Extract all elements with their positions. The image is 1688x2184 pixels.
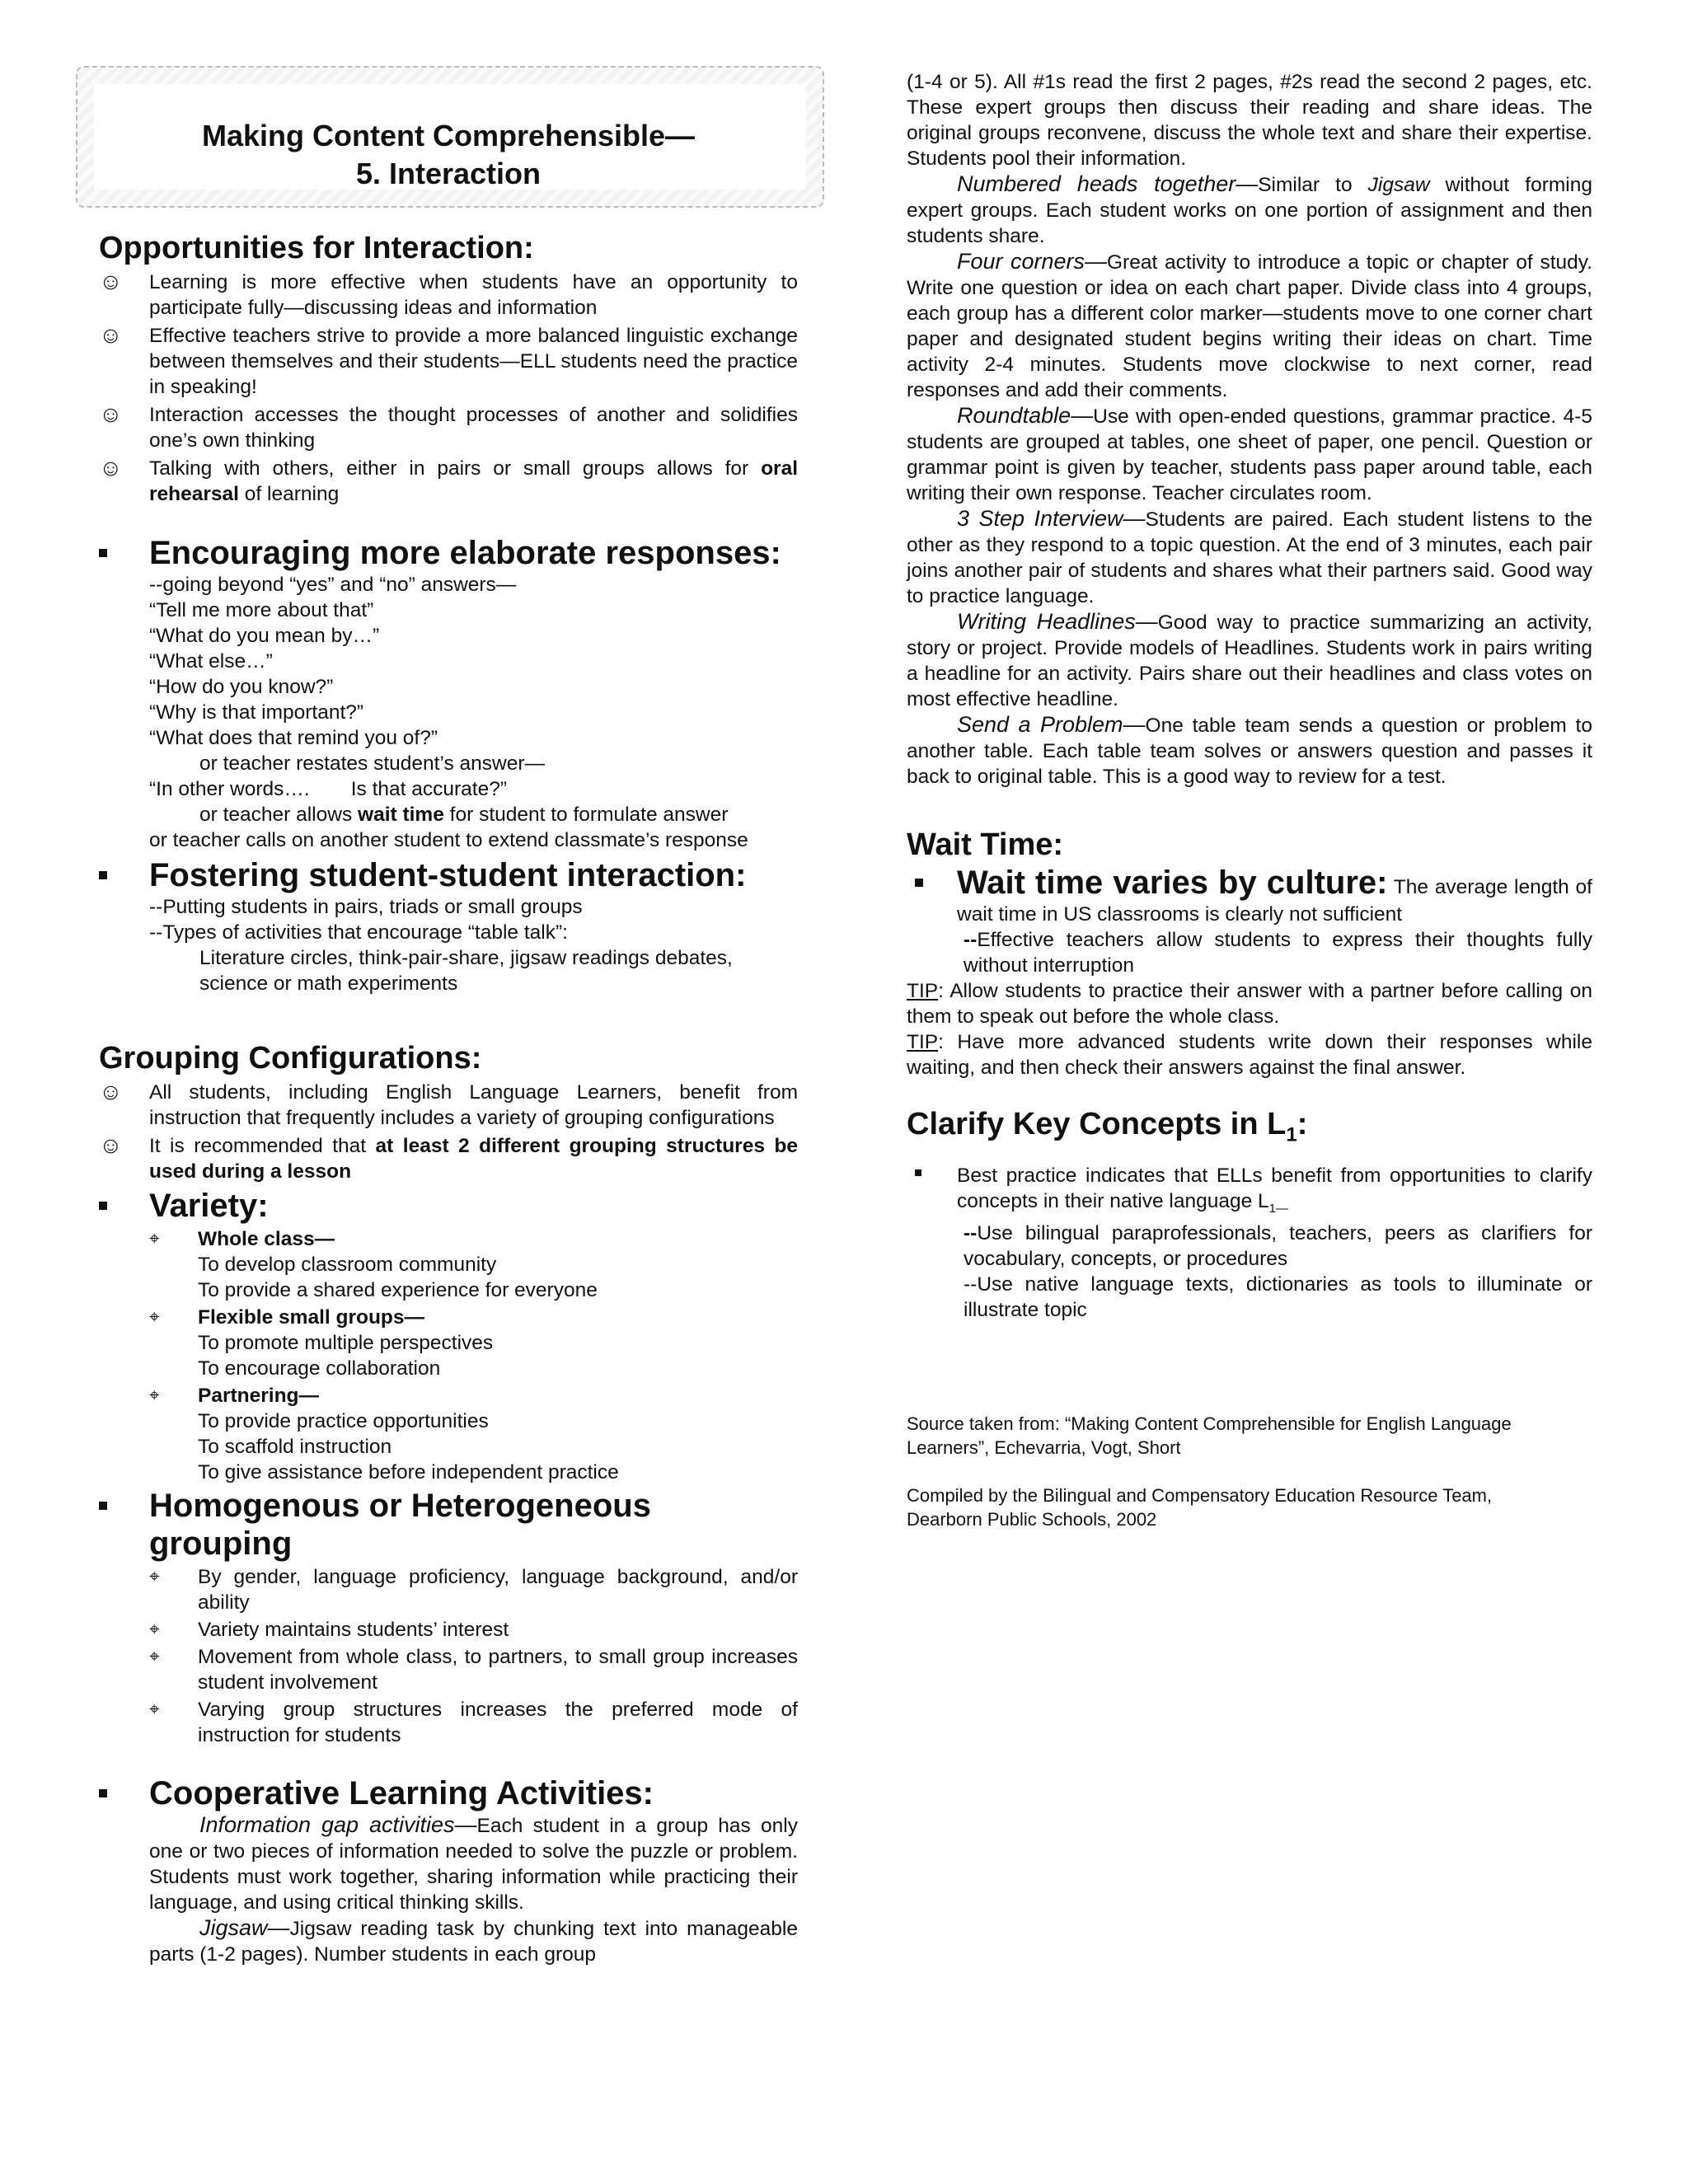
opportunity-item-3	[99, 402, 798, 453]
source-citation: Source taken from: “Making Content Comprehensible for English Language Learners”, Echevarria, Vogt, Short	[907, 1413, 1512, 1459]
square-bullet-icon	[99, 1789, 107, 1797]
variety-heading-text: Variety:	[149, 1188, 269, 1224]
opportunity-item-2	[99, 323, 798, 400]
smiley-face-icon: ☺	[99, 322, 123, 348]
clarify-text: Use bilingual paraprofessionals, teachers, peers as clarifiers for vocabulary, concepts, or procedures	[964, 1222, 1592, 1271]
smiley-face-icon: ☺	[99, 455, 123, 480]
tip-1	[907, 978, 1592, 1029]
grid-cross-icon: ⌖	[149, 1385, 160, 1405]
opportunity-item-4	[99, 456, 798, 507]
clarify-heading-text: Clarify Key Concepts in L	[907, 1107, 1287, 1141]
variety-line: To scaffold instruction	[198, 1436, 392, 1458]
square-bullet-icon	[99, 1202, 107, 1210]
fostering-line: Literature circles, think-pair-share, jigsaw readings debates, science or math experiments	[199, 947, 733, 995]
variety-line: To give assistance before independent practice	[198, 1461, 619, 1483]
smiley-face-icon: ☺	[99, 1132, 123, 1158]
elaborate-in-other-words	[149, 776, 798, 802]
square-bullet-icon	[99, 871, 107, 879]
fostering-line: --Types of activities that encourage “table talk”:	[149, 921, 568, 944]
grouping-item-1	[99, 1080, 798, 1131]
homogenous-text: Varying group structures increases the preferred mode of instruction for students	[198, 1699, 798, 1746]
dash-bold: --	[964, 929, 978, 951]
activity-jigsaw	[99, 1915, 798, 1967]
activity-text: Use with open-ended questions, grammar practice. 4-5 students are grouped at tables, one sheet of paper, one pencil. Question or grammar point is given by teacher, students pass paper around table, each writing their own response. Teacher circulates room.	[907, 405, 1592, 504]
homogenous-text: Movement from whole class, to partners, to small group increases student involvement	[198, 1646, 798, 1694]
activity-text: Similar to	[1258, 174, 1368, 196]
clarify-line-3: --Use native language texts, dictionaries as tools to illuminate or illustrate topic	[964, 1273, 1592, 1322]
variety-group-whole-class	[99, 1226, 798, 1303]
wait-time-bullet-text	[957, 864, 1592, 927]
grid-cross-icon: ⌖	[149, 1228, 160, 1249]
tip-label: TIP	[907, 980, 939, 1002]
elaborate-list	[99, 572, 798, 853]
variety-line: To develop classroom community	[198, 1254, 497, 1276]
elaborate-line: “Why is that important?”	[149, 701, 364, 724]
elaborate-wait-time	[149, 802, 798, 827]
clarify-heading-colon: :	[1296, 1107, 1308, 1141]
wait-time-bullet	[907, 864, 1592, 978]
homogenous-item	[99, 1564, 798, 1615]
opportunity-text: Effective teachers strive to provide a more balanced linguistic exchange between themselves and their students—ELL students need the practice in speaking!	[149, 325, 798, 398]
homogenous-item	[99, 1617, 798, 1643]
activity-text: Great activity to introduce a topic or chapter of study. Write one question or idea on each chart paper. Divide class into 4 groups, each group has a different color marker—students move to one corner chart paper and designated student begins writing their ideas on chart. Time activity 2-4 minutes. Students move clockwise to next corner, read responses and add their comments.	[907, 251, 1592, 401]
elaborate-line: “What else…”	[149, 650, 273, 673]
activity-name: Roundtable—	[957, 403, 1094, 428]
variety-group-partnering	[99, 1383, 798, 1485]
fostering-list	[99, 894, 798, 996]
variety-group-label: Partnering—	[198, 1385, 320, 1407]
elaborate-line: “What do you mean by…”	[149, 625, 380, 647]
elaborate-restates: or teacher restates student’s answer—	[199, 752, 545, 775]
allows-pre: or teacher allows	[199, 804, 359, 826]
activity-numbered-heads	[907, 171, 1592, 249]
is-accurate-text: Is that accurate?”	[350, 778, 508, 800]
square-bullet-icon	[915, 879, 923, 887]
variety-line: To promote multiple perspectives	[198, 1332, 494, 1354]
activity-text: without forming expert groups. Each student works on one portion of assignment and then students share.	[907, 174, 1592, 247]
activity-text: Each student in a group has only one or two pieces of information needed to solve the puzzle or problem. Students must work together, sharing information while practicing their language, and using critical thinking skills.	[149, 1815, 798, 1914]
variety-heading	[99, 1187, 798, 1225]
dash-bold: --	[964, 1222, 978, 1245]
homogenous-list	[99, 1564, 798, 1748]
homogenous-heading-line-1: Homogenous or Heterogeneous	[149, 1488, 651, 1524]
smiley-face-icon: ☺	[99, 401, 123, 427]
tip-2	[907, 1029, 1592, 1080]
variety-list	[99, 1226, 798, 1485]
variety-group-small-groups	[99, 1305, 798, 1381]
wait-time-text: The average length of wait time in US classrooms is clearly not sufficient	[957, 876, 1592, 926]
tip-text: : Have more advanced students write down their responses while waiting, and then check their answers against the final answer.	[907, 1031, 1592, 1079]
wait-time-bold: Wait time varies by culture:	[957, 865, 1388, 901]
square-bullet-icon	[99, 1502, 107, 1510]
homogenous-heading	[99, 1487, 798, 1563]
activity-text: Jigsaw reading task by chunking text into manageable parts (1-2 pages). Number students in each group	[149, 1918, 798, 1966]
tip-label: TIP	[907, 1031, 939, 1053]
elaborate-calls: or teacher calls on another student to extend classmate’s response	[149, 829, 748, 851]
activity-3-step-interview	[907, 506, 1592, 609]
grouping-text: All students, including English Language Learners, benefit from instruction that frequently includes a variety of grouping configurations	[149, 1081, 798, 1129]
activity-text: Good way to practice summarizing an activity, story or project. Provide models of Headlines. Students work in pairs writing a headline for an activity. Pairs share out their headlines and class votes on most effective headline.	[907, 612, 1592, 710]
opportunity-text: Talking with others, either in pairs or small groups allows for	[149, 457, 762, 480]
homogenous-item	[99, 1697, 798, 1748]
right-column	[907, 69, 1592, 1531]
grid-cross-icon: ⌖	[149, 1646, 160, 1666]
page-title	[99, 117, 798, 193]
cooperative-heading-text: Cooperative Learning Activities:	[149, 1775, 654, 1811]
tip-text: : Allow students to practice their answer with a partner before calling on them to speak out before the whole class.	[907, 980, 1592, 1028]
elaborate-line: “How do you know?”	[149, 676, 334, 698]
elaborate-line: “What does that remind you of?”	[149, 727, 438, 749]
opportunity-text: Learning is more effective when students have an opportunity to participate fully—discussing ideas and information	[149, 271, 798, 319]
oral-rehearsal-bold: oral rehearsal	[149, 457, 798, 505]
grouping-heading: Grouping Configurations:	[99, 1041, 482, 1076]
elaborate-heading	[99, 534, 798, 572]
homogenous-text: By gender, language proficiency, language background, and/or ability	[198, 1566, 798, 1614]
effective-text: Effective teachers allow students to express their thoughts fully without interruption	[964, 929, 1592, 977]
elaborate-line: “Tell me more about that”	[149, 599, 374, 621]
homogenous-heading-line-2: grouping	[149, 1526, 293, 1562]
fostering-heading-text: Fostering student-student interaction:	[149, 857, 747, 893]
compiled-by: Compiled by the Bilingual and Compensatory Education Resource Team, Dearborn Public Schools, 2002	[907, 1485, 1493, 1530]
variety-line: To provide a shared experience for everyone	[198, 1279, 598, 1301]
variety-line: To encourage collaboration	[198, 1357, 441, 1380]
fostering-line: --Putting students in pairs, triads or small groups	[149, 896, 583, 918]
clarify-sub: 1—	[1268, 1201, 1288, 1216]
activity-text: One table team sends a question or problem to another table. Each table team solves or answers question and passes it back to original table. This is a good way to review for a test.	[907, 715, 1592, 788]
activity-writing-headlines	[907, 609, 1592, 712]
variety-group-label: Flexible small groups—	[198, 1306, 425, 1329]
activity-name: Jigsaw—	[199, 1915, 290, 1940]
activity-name: Four corners—	[957, 249, 1107, 274]
smiley-face-icon: ☺	[99, 269, 123, 294]
smiley-face-icon: ☺	[99, 1079, 123, 1104]
activity-name: Writing Headlines—	[957, 609, 1158, 634]
elaborate-line: --going beyond “yes” and “no” answers—	[149, 574, 517, 596]
clarify-bullet	[907, 1163, 1592, 1324]
wait-time-effective	[957, 927, 1592, 978]
activity-name: Numbered heads together—	[957, 171, 1259, 196]
square-bullet-icon	[99, 549, 107, 557]
activity-information-gap	[99, 1812, 798, 1915]
grouping-text: It is recommended that	[149, 1135, 376, 1157]
grid-cross-icon: ⌖	[149, 1566, 160, 1586]
in-other-words-text: “In other words….	[149, 778, 310, 800]
variety-line: To provide practice opportunities	[198, 1410, 489, 1432]
allows-post: for student to formulate answer	[443, 804, 729, 826]
grouping-item-2	[99, 1133, 798, 1184]
elaborate-heading-text: Encouraging more elaborate responses:	[149, 535, 781, 571]
variety-group-label: Whole class—	[198, 1228, 335, 1250]
activity-roundtable	[907, 403, 1592, 506]
cooperative-heading	[99, 1774, 798, 1812]
homogenous-item	[99, 1644, 798, 1695]
activity-text: Students are paired. Each student listens to the other as they respond to a topic question. At the end of 3 minutes, each pair joins another pair of students and shares what their partners said. Good way to practice language.	[907, 509, 1592, 607]
activity-send-a-problem	[907, 712, 1592, 790]
jigsaw-italic: Jigsaw	[1367, 174, 1430, 196]
clarify-line-2	[957, 1221, 1592, 1272]
opportunity-text-tail: of learning	[238, 483, 340, 505]
wait-time-bold: wait time	[358, 804, 444, 826]
wait-time-heading: Wait Time:	[907, 827, 1064, 862]
square-bullet-icon	[915, 1169, 921, 1176]
activity-four-corners	[907, 249, 1592, 403]
clarify-heading-sub: 1	[1286, 1123, 1297, 1146]
activity-name: 3 Step Interview—	[957, 506, 1146, 531]
grouping-bold: at least 2 different grouping structures be used during a lesson	[149, 1135, 798, 1183]
title-line-1: Making Content Comprehensible—	[201, 119, 696, 152]
jigsaw-continued: (1-4 or 5). All #1s read the first 2 pages, #2s read the second 2 pages, etc. These expert groups then discuss their reading and share ideas. The original groups reconvene, discuss the whole text and share their expertise. Students pool their information.	[907, 71, 1592, 170]
opportunity-item-1	[99, 269, 798, 321]
clarify-text: Best practice indicates that ELLs benefit from opportunities to clarify concepts in their native language L	[957, 1164, 1592, 1212]
left-column	[99, 229, 798, 1967]
opportunity-text: Interaction accesses the thought processes of another and solidifies one’s own thinking	[149, 404, 798, 452]
homogenous-text: Variety maintains students’ interest	[198, 1619, 509, 1641]
clarify-heading	[907, 1105, 1592, 1155]
grid-cross-icon: ⌖	[149, 1699, 160, 1719]
activity-name: Information gap activities—	[199, 1812, 477, 1837]
grid-cross-icon: ⌖	[149, 1306, 160, 1327]
title-line-2: 5. Interaction	[355, 157, 542, 190]
grid-cross-icon: ⌖	[149, 1619, 160, 1639]
fostering-heading	[99, 856, 798, 894]
clarify-bullet-text	[957, 1163, 1592, 1221]
activity-name: Send a Problem—	[957, 712, 1146, 737]
opportunities-heading: Opportunities for Interaction:	[99, 231, 534, 265]
